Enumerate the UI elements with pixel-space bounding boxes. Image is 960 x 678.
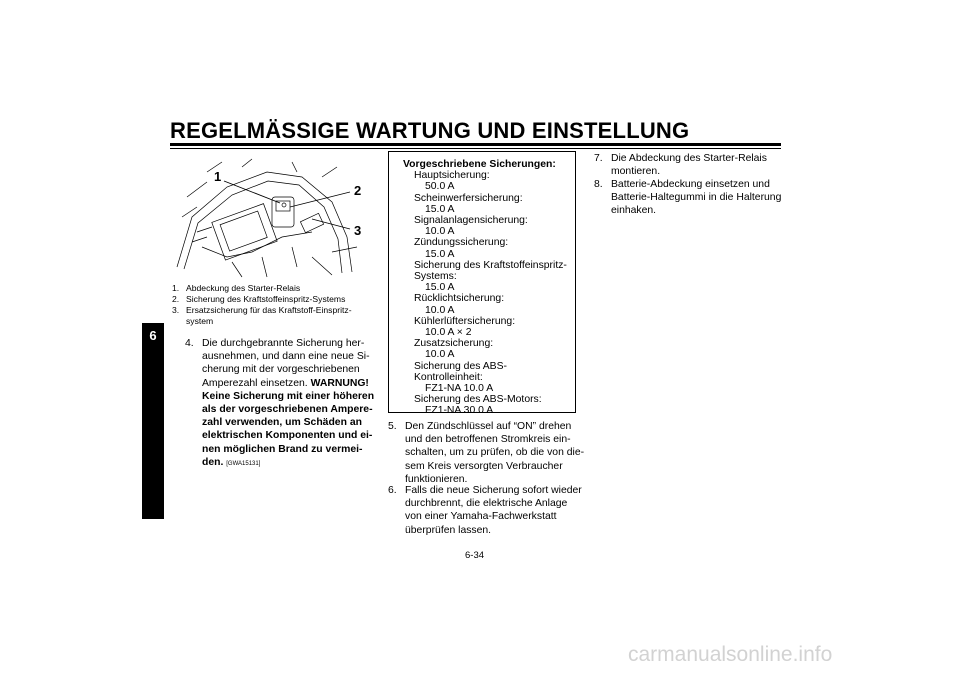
warning-line: zahl verwenden, um Schäden an xyxy=(202,417,362,429)
fuse-value: 10.0 A × 2 xyxy=(425,327,472,339)
step-line: überprüfen lassen. xyxy=(405,524,492,536)
warning-line-last xyxy=(202,456,375,471)
step-number: 5. xyxy=(388,421,397,432)
step-line: montieren. xyxy=(611,166,661,178)
legend-text: Abdeckung des Starter-Relais xyxy=(186,283,301,293)
step-line: und den betroffenen Stromkreis ein- xyxy=(405,434,571,446)
page-title: REGELMÄSSIGE WARTUNG UND EINSTELLUNG xyxy=(170,118,690,143)
chapter-tab xyxy=(142,323,164,519)
step-line: schalten, um zu prüfen, ob die von die- xyxy=(405,447,585,459)
fuse-name: Zusatzsicherung: xyxy=(414,338,494,350)
fuse-name: Rücklichtsicherung: xyxy=(414,293,505,305)
fuse-value: FZ1-NA 10.0 A xyxy=(425,383,494,395)
step-7 xyxy=(594,152,784,178)
step-line: sem Kreis versorgten Verbraucher xyxy=(405,460,563,472)
figure-legend xyxy=(172,283,372,327)
header-rule xyxy=(170,143,781,146)
step-line: Die durchgebrannte Sicherung her- xyxy=(202,338,365,349)
step-line: Falls die neue Sicherung sofort wieder xyxy=(405,485,582,496)
page-number: 6-34 xyxy=(465,550,485,561)
legend-number: 1. xyxy=(172,283,180,293)
fuse-name: Signalanlagensicherung: xyxy=(414,215,528,227)
fuse-value: 50.0 A xyxy=(425,181,455,193)
fuse-value: 15.0 A xyxy=(425,282,455,294)
legend-item xyxy=(172,305,372,316)
fuse-name: Sicherung des Kraftstoffeinspritz- xyxy=(414,259,567,271)
fuse-value: 10.0 A xyxy=(425,304,455,316)
step-line-text: Amperezahl einsetzen. xyxy=(202,377,311,389)
step-5 xyxy=(388,420,588,486)
fuse-value: 10.0 A xyxy=(425,226,455,238)
legend-number: 2. xyxy=(172,294,180,304)
warning-line: elektrischen Komponenten und ei- xyxy=(202,430,373,442)
fuse-name: Zündungssicherung: xyxy=(414,237,509,249)
step-line: ausnehmen, und dann eine neue Si- xyxy=(202,351,370,363)
warning-code: [GWA15131] xyxy=(226,460,261,467)
header-rule-thin xyxy=(170,148,781,149)
warning-text: den. xyxy=(202,456,224,468)
step-line: cherung mit der vorgeschriebenen xyxy=(202,364,360,376)
fuse-box-drawing xyxy=(172,157,372,279)
legend-text-cont: system xyxy=(186,316,214,326)
step-line: funktionieren. xyxy=(405,473,468,485)
callout-3: 3 xyxy=(354,223,362,238)
step-line: Batterie-Haltegummi in die Halterung xyxy=(611,192,782,204)
step-number: 6. xyxy=(388,485,397,496)
step-line: einhaken. xyxy=(611,205,657,217)
fuse-name: Sicherung des ABS-Motors: xyxy=(414,394,542,406)
legend-number: 3. xyxy=(172,305,180,315)
warning-label: WARNUNG! xyxy=(310,377,369,389)
callout-1: 1 xyxy=(214,169,222,184)
step-line xyxy=(202,377,375,390)
fuse-value: 15.0 A xyxy=(425,203,455,215)
fuse-name: Hauptsicherung: xyxy=(414,170,490,182)
step-4 xyxy=(185,337,375,471)
fuse-spec-title: Vorgeschriebene Sicherungen: xyxy=(403,159,556,170)
fuse-spec-box xyxy=(388,151,576,417)
step-line: Den Zündschlüssel auf “ON” drehen xyxy=(405,421,572,432)
fuse-name-cont: Systems: xyxy=(414,271,457,283)
step-8 xyxy=(594,178,784,218)
fuse-illustration xyxy=(172,157,372,279)
legend-text: Ersatzsicherung für das Kraftstoff-Einspritz- xyxy=(186,305,352,315)
fuse-name: Scheinwerfersicherung: xyxy=(414,192,523,204)
warning-line: nen möglichen Brand zu vermei- xyxy=(202,443,363,455)
legend-item xyxy=(172,283,372,294)
fuse-name: Kühlerlüftersicherung: xyxy=(414,315,516,327)
step-number: 4. xyxy=(185,338,194,349)
watermark: carmanualsonline.info xyxy=(628,643,833,666)
warning-line: Keine Sicherung mit einer höheren xyxy=(202,390,375,402)
fuse-name: Sicherung des ABS-Kontrolleinheit: xyxy=(414,360,507,383)
callout-2: 2 xyxy=(354,183,362,198)
step-line: durchbrennt, die elektrische Anlage xyxy=(405,498,568,510)
fuse-value: 15.0 A xyxy=(425,248,455,260)
step-line: von einer Yamaha-Fachwerkstatt xyxy=(405,511,557,523)
step-number: 8. xyxy=(594,179,603,190)
step-line: Die Abdeckung des Starter-Relais xyxy=(611,153,767,164)
legend-text: Sicherung des Kraftstoffeinspritz-Systems xyxy=(186,294,346,304)
legend-item xyxy=(172,294,372,305)
step-number: 7. xyxy=(594,153,603,164)
chapter-number: 6 xyxy=(149,328,157,343)
fuse-value: FZ1-NA 30.0 A xyxy=(425,405,494,417)
step-6 xyxy=(388,484,588,537)
fuse-value: 10.0 A xyxy=(425,349,455,361)
step-line: Batterie-Abdeckung einsetzen und xyxy=(611,179,770,190)
legend-item xyxy=(172,316,372,327)
warning-line: als der vorgeschriebenen Ampere- xyxy=(202,404,373,416)
